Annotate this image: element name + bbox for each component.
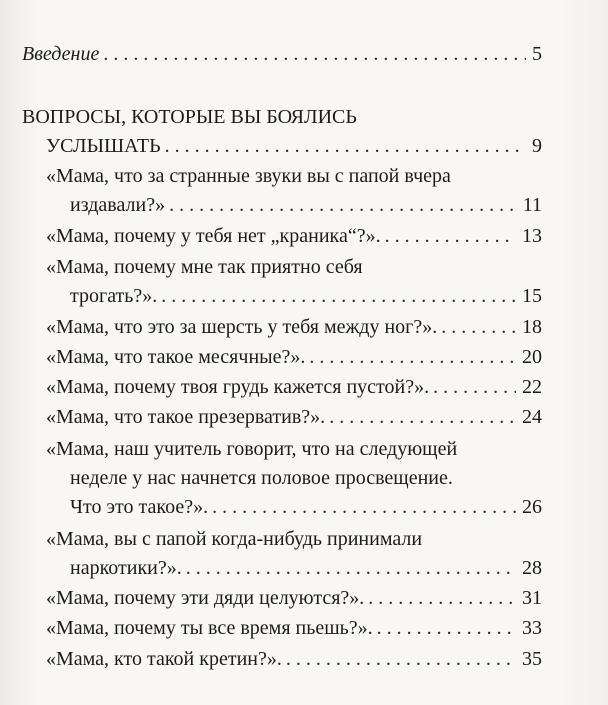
dot-leader — [329, 403, 516, 432]
dot-leader — [161, 282, 516, 311]
dot-leader — [186, 554, 516, 583]
toc-page-number: 15 — [522, 285, 542, 307]
toc-entry-line: «Мама, вы с папой когда-нибудь принимали — [46, 528, 423, 550]
dot-leader — [309, 343, 516, 372]
dot-leader — [212, 493, 516, 522]
dot-leader — [103, 40, 526, 69]
toc-entry-line: издавали?» — [70, 194, 166, 216]
toc-page-number: 18 — [522, 316, 542, 338]
toc-entry-line: «Мама, что это за шерсть у тебя между ног?». — [46, 316, 438, 338]
toc-entry-line: «Мама, кто такой кретин?». — [46, 648, 282, 670]
section-title-line: ВОПРОСЫ, КОТОРЫЕ ВЫ БОЯЛИСЬ — [22, 106, 357, 128]
toc-page-number: 20 — [522, 346, 542, 368]
toc-page-number: 31 — [522, 587, 542, 609]
toc-page-number: 26 — [522, 496, 542, 518]
dot-leader — [433, 373, 516, 402]
toc-entry-line: «Мама, почему ты все время пьешь?». — [46, 617, 373, 639]
toc-entry-line: неделе у нас начнется половое просвещение. — [70, 467, 453, 489]
toc-entry-line: «Мама, что за странные звуки вы с папой вчера — [46, 165, 451, 187]
toc-page-number: 5 — [532, 43, 542, 65]
toc-page-number: 11 — [522, 194, 542, 216]
toc-entry-line: «Мама, почему твоя грудь кажется пустой?». — [46, 376, 430, 398]
toc-entry-line: Что это такое?». — [70, 496, 209, 518]
toc-page-number: 28 — [522, 557, 542, 579]
dot-leader — [368, 584, 516, 613]
toc-entry-line: «Мама, наш учитель говорит, что на следующей — [46, 438, 458, 460]
dot-leader — [385, 222, 516, 251]
toc-page-number: 24 — [522, 406, 542, 428]
toc-page-number: 13 — [522, 225, 542, 247]
toc-entry-line: трогать?». — [70, 285, 158, 307]
section-title-line: УСЛЫШАТЬ — [46, 135, 161, 157]
toc-page-number: 33 — [522, 617, 542, 639]
toc-page-number: 9 — [532, 135, 542, 157]
toc-entry-line: «Мама, что такое презерватив?». — [46, 406, 326, 428]
toc-entry-line: «Мама, почему эти дяди целуются?». — [46, 587, 365, 609]
toc-entry-line: «Мама, почему мне так приятно себя — [46, 256, 363, 278]
dot-leader — [286, 645, 516, 674]
dot-leader — [441, 313, 516, 342]
dot-leader — [377, 614, 516, 643]
toc-entry-title: Введение — [22, 43, 100, 65]
toc-page-number: 35 — [522, 648, 542, 670]
toc-page-number: 22 — [522, 376, 542, 398]
dot-leader — [165, 132, 526, 161]
toc-entry-line: «Мама, почему у тебя нет „краника“?». — [46, 225, 381, 247]
toc-entry-line: «Мама, что такое месячные?». — [46, 346, 306, 368]
toc-entry-line: наркотики?». — [70, 557, 182, 579]
dot-leader — [169, 191, 517, 220]
